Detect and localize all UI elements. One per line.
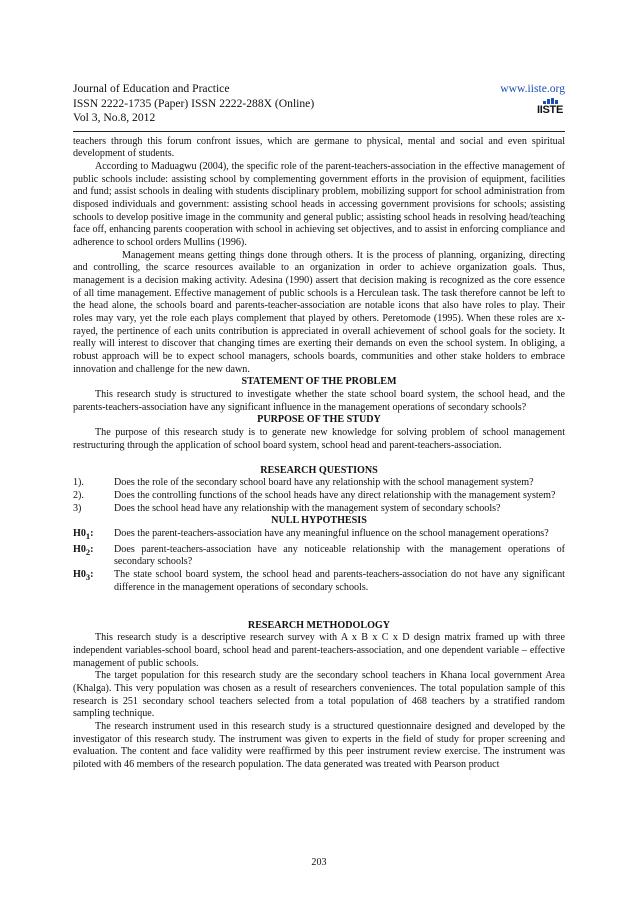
item-text: Does parent-teachers-association have any noticeable relationship with the management operations of secondary schools? xyxy=(114,543,565,568)
page-content xyxy=(73,82,565,772)
item-text: Does the school head have any relationship with the management system of secondary schools? xyxy=(114,502,501,514)
journal-url-link[interactable]: www.iiste.org xyxy=(500,82,565,95)
list-item xyxy=(73,528,565,544)
journal-issn: ISSN 2222-1735 (Paper) ISSN 2222-288X (Online) xyxy=(73,96,315,110)
item-text: Does the role of the secondary school board have any relationship with the school management system? xyxy=(114,477,534,489)
section-heading-purpose: PURPOSE OF THE STUDY xyxy=(257,414,381,426)
paragraph: This research study is a descriptive research survey with A x B x C x D design matrix framed up with three independent variables-school board, school head and parent-teachers-association, and one dependent variable – effective management of public schools. xyxy=(73,632,565,669)
section-heading-problem: STATEMENT OF THE PROBLEM xyxy=(241,376,397,388)
hypothesis-label: $H0_2$: xyxy=(73,543,94,557)
list-item xyxy=(73,490,565,503)
iiste-logo xyxy=(537,98,563,120)
hypothesis-label: $H0_1$: xyxy=(73,528,94,542)
article-body xyxy=(73,136,565,772)
section-heading-questions: RESEARCH QUESTIONS xyxy=(260,464,378,476)
list-item xyxy=(73,569,565,594)
paragraph: The purpose of this research study is to generate new knowledge for solving problem of school management restructuring through the application of school board system, school head and parent-teachers-association. xyxy=(73,426,565,451)
journal-volume: Vol 3, No.8, 2012 xyxy=(73,111,156,125)
hypothesis-label: $H0_3$: xyxy=(73,569,94,583)
item-number: 3) xyxy=(73,502,82,514)
list-item xyxy=(73,477,565,490)
journal-title: Journal of Education and Practice xyxy=(73,82,230,95)
section-heading-hypothesis: NULL HYPOTHESIS xyxy=(271,515,367,527)
item-text: Does the parent-teachers-association have any meaningful influence on the school management operations? xyxy=(114,528,549,540)
journal-header xyxy=(73,82,565,126)
paragraph: The research instrument used in this research study is a structured questionnaire designed and developed by the investigator of this research study. The instrument was given to experts in the field of study for proper screening and evaluation. The content and face validity were reaffirmed by this peer instrument review exercise. The instrument was piloted with 46 members of the research population. The data generated was treated with Pearson product xyxy=(73,720,565,770)
paragraph: This research study is structured to investigate whether the state school board system, the school head, and the parents-teachers-association have any significant influence in the management operations of secondary schools? xyxy=(73,388,565,413)
logo-text: IISTE xyxy=(537,104,564,116)
item-number: 2). xyxy=(73,490,84,502)
paragraph: According to Maduagwu (2004), the specific role of the parent-teachers-association in the effective management of public schools include: assisting school by complementing government efforts in the provision of equipment, facilities and fund; assist schools in dealing with students disciplinary problem, mobilizing support for school administration from disposed individuals and government: assisting school heads in accessing government provisions for schools; assisting schools to develop positive image in the community and general public; assisting school heads in resolving head/teaching face off, enhancing parents cooperation with school in achieving set objectives, and to assist in enforcing compliance and adherence to school orders Mullins (1996). xyxy=(73,161,565,249)
paragraph: teachers through this forum confront issues, which are germane to physical, mental and social and even spiritual development of students. xyxy=(73,135,565,160)
item-number: 1). xyxy=(73,477,84,489)
page-number: 203 xyxy=(311,857,327,868)
item-text: Does the controlling functions of the school heads have any direct relationship with the management system? xyxy=(114,490,556,502)
item-text: The state school board system, the school head and parents-teachers-association do not have any significant difference in the management operations of secondary schools. xyxy=(114,569,565,593)
paragraph: The target population for this research study are the secondary school teachers in Khana local government Area (Khalga). This very population was chosen as a result of researchers conveniences. The total population sample of this research is 251 secondary school teachers selected from a total population of 468 teachers by a stratified random sampling technique. xyxy=(73,670,565,720)
list-item xyxy=(73,503,565,516)
section-heading-methodology: RESEARCH METHODOLOGY xyxy=(247,619,391,631)
list-item xyxy=(73,544,565,569)
paragraph: Management means getting things done through others. It is the process of planning, organizing, directing and controlling, the scarce resources available to an organization in order to achieve organization goals. Thus, management is a decision making activity. Adesina (1990) assert that decision making is recognized as the core essence of all time management. Effective management of public schools is a Herculean task. The task therefore cannot be left to the head alone, the schools board and parents-teacher-association are notable icons that also have roles to play. Their roles may vary, yet the role each plays complement that played by others. Peretomode (1995). When these roles are x-rayed, the pertinence of each units contribution is appreciated in overall achievement of school goals for the society. It really will interest to discover that changing times are exerting their demands on even the school system. In obliging, a robust approach will be to expect school managers, schools boards, communities and other stake holders to embrace innovation and challenge for the new dawn. xyxy=(73,249,565,375)
header-divider xyxy=(73,131,565,132)
